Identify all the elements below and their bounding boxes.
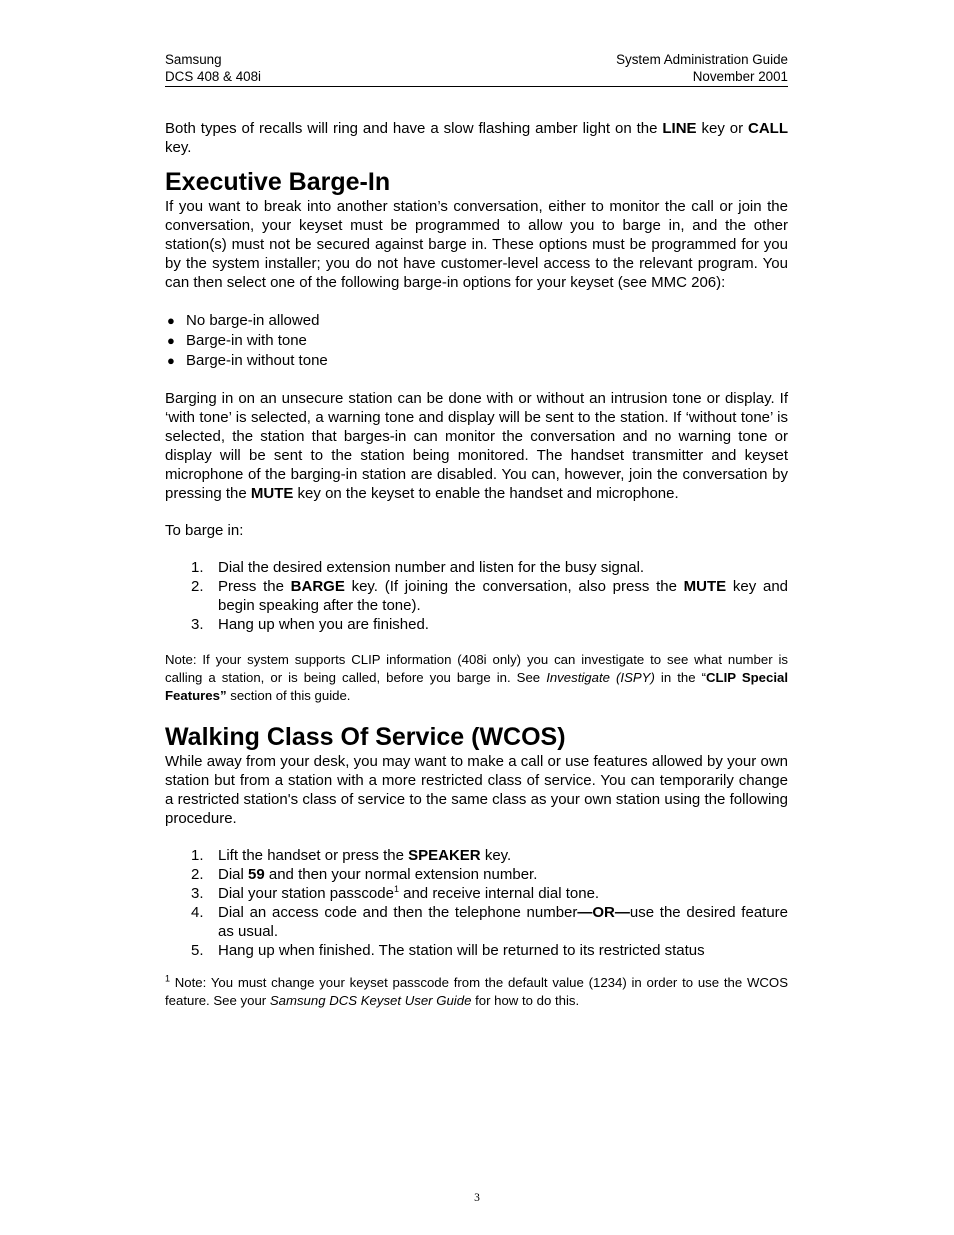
list-item xyxy=(165,558,788,577)
footnote xyxy=(165,974,788,1010)
barge-key-label: BARGE xyxy=(290,578,345,595)
list-item xyxy=(165,615,788,634)
barging-paragraph xyxy=(165,389,788,503)
footnote-marker: 1 xyxy=(393,884,399,894)
step-text: use the desired feature as usual. xyxy=(218,904,789,940)
list-item-label: Barge-in without tone xyxy=(186,352,328,369)
step-number: 4. xyxy=(191,904,204,921)
list-item xyxy=(165,865,788,884)
bullet-icon: ● xyxy=(167,353,175,368)
or-separator: —OR— xyxy=(577,904,630,921)
mute-key-label: MUTE xyxy=(683,578,727,595)
step-text: Dial an access code and then the telephone number xyxy=(218,904,578,921)
header-company: Samsung xyxy=(165,52,222,67)
step-text: Hang up when you are finished. xyxy=(218,616,429,633)
step-text: and then your normal extension number. xyxy=(264,866,538,883)
list-item xyxy=(165,941,788,960)
clip-section-reference: CLIP Special Features” xyxy=(165,670,789,703)
page-header xyxy=(165,52,788,87)
footnote-text: Note: You must change your keyset passcode from the default value (1234) in order to use the WCOS feature. See your xyxy=(165,975,788,1008)
bullet-icon: ● xyxy=(167,313,175,328)
barge-in-paragraph: If you want to break into another station’s conversation, either to monitor the call or join the conversation, your keyset must be programmed to allow you to barge in, and the other station(s) must not be secured against barge in. These options must be programmed for you by the system installer; you do not have customer-level access to the relevant program. You can then select one of the following barge-in options for your keyset (see MMC 206): xyxy=(165,198,788,291)
intro-paragraph xyxy=(165,119,788,157)
wcos-paragraph: While away from your desk, you may want to make a call or use features allowed by your own station but from a station with a more restricted class of service. You can temporarily change a restricted station's class of service to the same class as your own station using the following procedure. xyxy=(165,753,788,827)
step-number: 3. xyxy=(191,885,204,902)
to-barge-label: To barge in: xyxy=(165,522,244,539)
step-text: Press the xyxy=(218,578,291,595)
document-page xyxy=(165,52,788,1010)
step-number: 1. xyxy=(191,559,204,576)
list-item xyxy=(165,577,788,615)
paragraph-text: Barging in on an unsecure station can be done with or without an intrusion tone or display. If ‘with tone’ is selected, a warning tone and display will be sent to the station. If ‘without tone’ is selected, the station that barges-in can monitor the conversation and no warning tone or display will be sent to the station being monitored. The handset transmitter and keyset microphone of the barging-in station are disabled. You can, however, join the conversation by pressing the xyxy=(165,390,788,502)
line-key-label: LINE xyxy=(662,120,697,137)
step-number: 2. xyxy=(191,866,204,883)
step-text: Dial your station passcode xyxy=(218,885,394,902)
list-item xyxy=(165,351,788,371)
page-number: 3 xyxy=(474,1192,480,1204)
footnote-marker: 1 xyxy=(165,973,171,984)
step-text: key. (If joining the conversation, also press the xyxy=(344,578,684,595)
note-text: section of this guide. xyxy=(226,688,351,703)
call-key-label: CALL xyxy=(748,120,789,137)
header-date: November 2001 xyxy=(692,68,788,84)
paragraph-text: key on the keyset to enable the handset and microphone. xyxy=(293,485,679,502)
speaker-key-label: SPEAKER xyxy=(408,847,481,864)
wcos-heading: Walking Class Of Service (WCOS) xyxy=(165,723,566,751)
bullet-icon: ● xyxy=(167,333,175,348)
list-item xyxy=(165,331,788,351)
step-number: 1. xyxy=(191,847,204,864)
step-text: Dial xyxy=(218,866,249,883)
header-right xyxy=(616,52,788,85)
step-number: 5. xyxy=(191,942,204,959)
header-product: DCS 408 & 408i xyxy=(165,68,262,84)
user-guide-reference: Samsung DCS Keyset User Guide xyxy=(269,993,472,1008)
step-number: 2. xyxy=(191,578,204,595)
header-left xyxy=(165,52,261,85)
list-item-label: No barge-in allowed xyxy=(186,312,320,329)
intro-text: key or xyxy=(696,120,749,137)
list-item xyxy=(165,903,788,941)
list-item xyxy=(165,311,788,331)
step-text: Dial the desired extension number and listen for the busy signal. xyxy=(218,559,645,576)
step-number: 3. xyxy=(191,616,204,633)
step-text: key and begin speaking after the tone). xyxy=(218,578,789,614)
barge-options-list xyxy=(165,311,788,371)
dial-code: 59 xyxy=(248,866,265,883)
mute-key-label: MUTE xyxy=(250,485,294,502)
intro-text: Both types of recalls will ring and have a slow flashing amber light on the xyxy=(165,120,663,137)
step-text: Lift the handset or press the xyxy=(218,847,409,864)
list-item-label: Barge-in with tone xyxy=(186,332,307,349)
list-item xyxy=(165,846,788,865)
clip-note xyxy=(165,651,788,705)
intro-text: key. xyxy=(165,139,192,156)
footnote-text: for how to do this. xyxy=(471,993,580,1008)
note-text: Note: If your system supports CLIP information (408i only) you can investigate to see what number is calling a station, or is being called, before you barge in. See xyxy=(165,652,788,685)
barge-steps-list xyxy=(165,558,788,634)
step-text: Hang up when finished. The station will be returned to its restricted status xyxy=(218,942,705,959)
barge-in-heading: Executive Barge-In xyxy=(165,168,391,196)
wcos-steps-list xyxy=(165,846,788,960)
header-guide-title: System Administration Guide xyxy=(616,52,788,67)
step-text: and receive internal dial tone. xyxy=(398,885,600,902)
step-text: key. xyxy=(480,847,512,864)
list-item xyxy=(165,884,788,903)
note-text: in the “ xyxy=(654,670,706,685)
investigate-reference: Investigate (ISPY) xyxy=(546,670,655,685)
